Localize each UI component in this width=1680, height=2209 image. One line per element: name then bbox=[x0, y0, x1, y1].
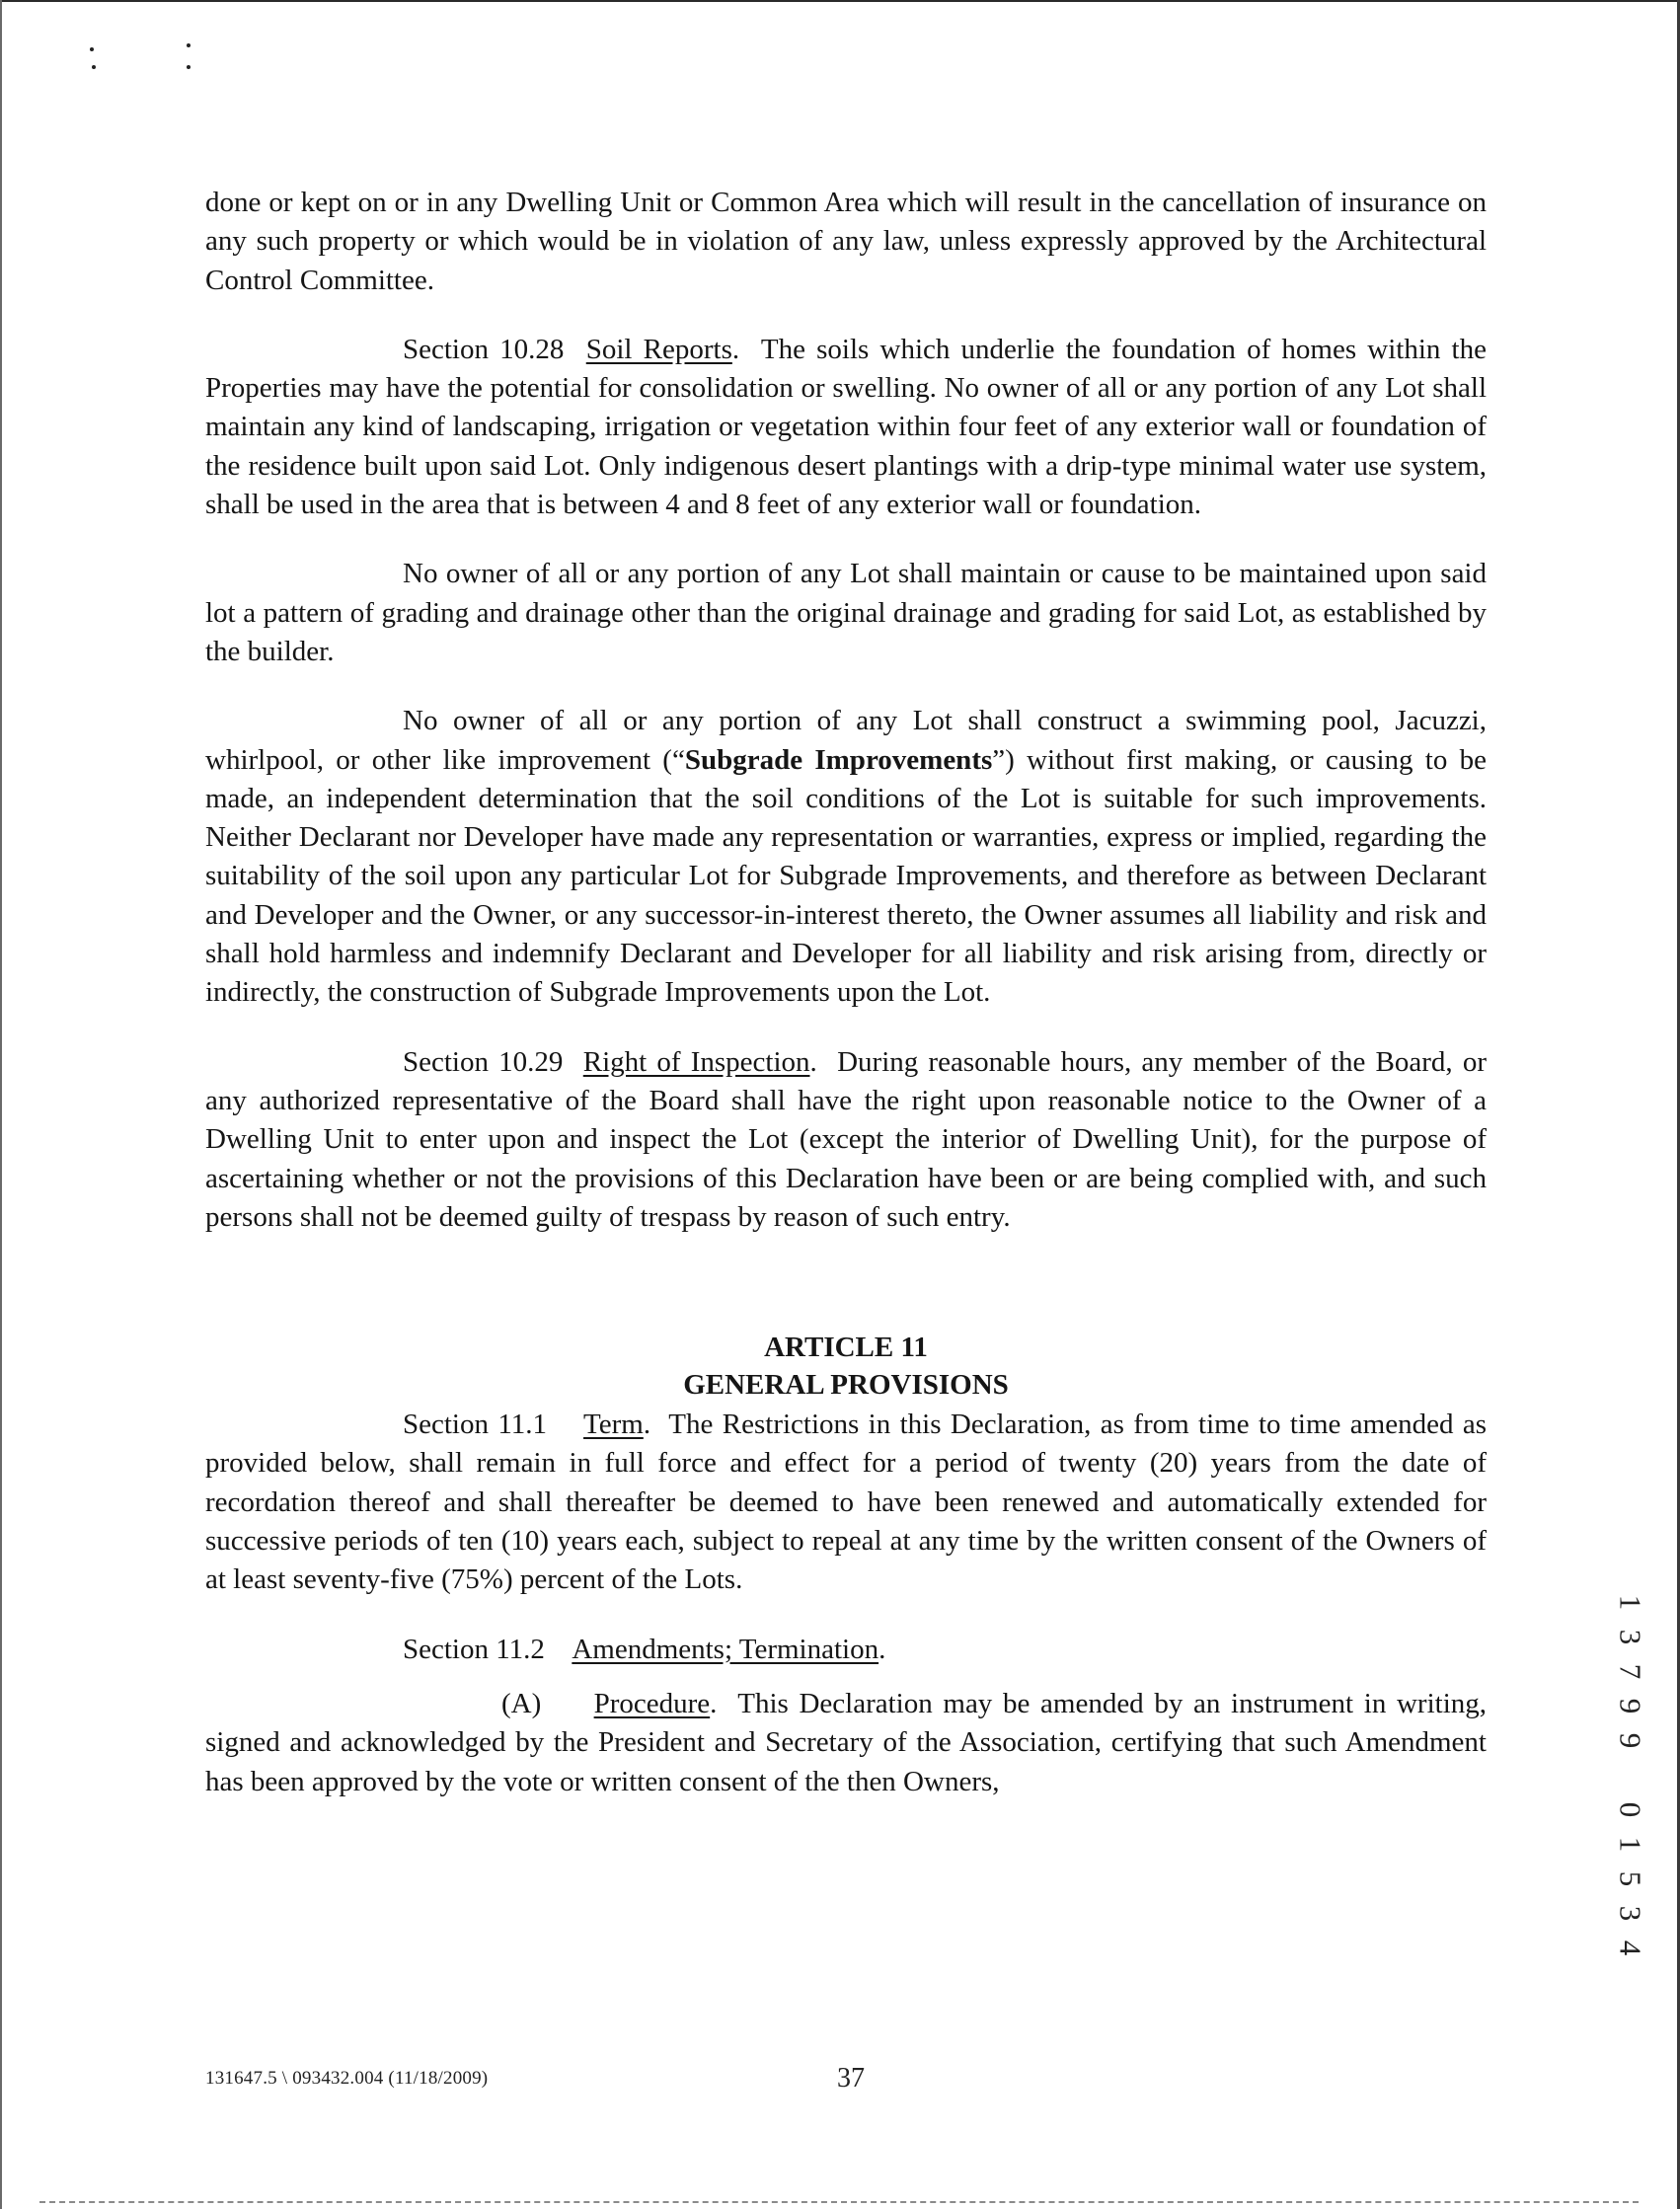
subsection-label: (A) bbox=[501, 1687, 542, 1719]
stamp-digit: 3 bbox=[1613, 1905, 1648, 1922]
page-number: 37 bbox=[837, 2063, 865, 2094]
stamp-digit: 4 bbox=[1613, 1940, 1648, 1956]
scan-speck bbox=[187, 43, 191, 47]
paragraph-grading bbox=[205, 555, 1487, 671]
section-text: The Restrictions in this Declaration, as from time to time amended as provided below, shall remain in full force and effect for a period of twenty (20) years from the date of recordation thereof and shall thereafter be deemed to have been renewed and automatically extended for successive periods of ten (10) years each, subject to repeal at any time by the written consent of the Owners of at least seventy-five (75%) percent of the Lots. bbox=[205, 1409, 1487, 1596]
subsection-heading: Procedure bbox=[593, 1687, 711, 1719]
paragraph-intro-text: done or kept on or in any Dwelling Unit or Common Area which will result in the cancellation of insurance on any such property or which would be in violation of any law, unless expressly approved by the Architectural Control Committee. bbox=[205, 187, 1487, 296]
stamp-digit: 3 bbox=[1613, 1629, 1648, 1645]
paragraph-subgrade-text-cont: ”) without first making, or causing to be made, an independent determination that the soil conditions of the Lot is suitable for such improvements. Neither Declarant nor Developer have made any representation or warranties, express or implied, regarding the suitability of the soil upon any particular Lot for Subgrade Improvements, and therefore as between Declarant and Developer and the Owner, or any successor-in-interest thereto, the Owner assumes all liability and risk and shall hold harmless and indemnify Declarant and Developer for all liability and risk arising from, directly or indirectly, the construction of Subgrade Improvements upon the Lot. bbox=[205, 743, 1487, 1009]
section-text: The soils which underlie the foundation of homes within the Properties may have the potential for consolidation or swelling. No owner of all or any portion of any Lot shall maintain any kind of landscaping, irrigation or vegetation within four feet of any exterior wall or foundation of the residence built upon said Lot. Only indigenous desert plantings with a drip-type minimal water use system, shall be used in the area that is between 4 and 8 feet of any exterior wall or foundation. bbox=[205, 333, 1487, 521]
scan-edge-bottom bbox=[39, 2201, 1639, 2203]
stamp-digit: 1 bbox=[1613, 1594, 1648, 1611]
stamp-digit: 5 bbox=[1613, 1870, 1648, 1887]
section-heading: Right of Inspection bbox=[582, 1045, 810, 1078]
paragraph-grading-text: No owner of all or any portion of any Lot shall maintain or cause to be maintained upon said lot a pattern of grading and drainage other than the original drainage and grading for said Lot, as established by the builder. bbox=[205, 558, 1487, 667]
article-number: ARTICLE 11 bbox=[764, 1332, 928, 1364]
footer-document-id: 131647.5 \ 093432.004 (11/18/2009) bbox=[205, 2068, 489, 2089]
section-heading: Soil Reports bbox=[585, 333, 732, 365]
defined-term: Subgrade Improvements bbox=[684, 743, 993, 776]
stamp-digit: 0 bbox=[1613, 1801, 1648, 1818]
article-title: GENERAL PROVISIONS bbox=[683, 1369, 1009, 1402]
article-heading bbox=[205, 1329, 1487, 1404]
section-10-28: Section 10.28 Soil Reports. The soils which underlie the foundation of homes within the Properties may have the potential for consolidation or swelling. No owner of all or any portion of any Lot shall maintain any kind of landscaping, irrigation or vegetation within four feet of any exterior wall or foundation of the residence built upon said Lot. Only indigenous desert plantings with a drip-type minimal water use system, shall be used in the area that is between 4 and 8 feet of any exterior wall or foundation. bbox=[205, 333, 1487, 521]
section-number: Section 11.2 bbox=[403, 1633, 545, 1665]
section-heading: Amendments; Termination bbox=[572, 1633, 879, 1665]
recording-stamp-number bbox=[1611, 1585, 1650, 1965]
paragraph-intro bbox=[205, 184, 1487, 300]
section-number: Section 10.29 bbox=[403, 1045, 564, 1078]
stamp-digit: 9 bbox=[1613, 1732, 1648, 1749]
scan-speck bbox=[92, 65, 96, 69]
section-text: During reasonable hours, any member of the Board, or any authorized representative of the Board shall have the right upon reasonable notice to the Owner of a Dwelling Unit to enter upon and inspect the Lot (except the interior of Dwelling Unit), for the purpose of ascertaining whether or not the provisions of this Declaration have been or are being complied with, and such persons shall not be deemed guilty of trespass by reason of such entry. bbox=[205, 1045, 1488, 1233]
subsection-a: (A) Procedure. This Declaration may be amended by an instrument in writing, signed and acknowledged by the President and Secretary of the Association, certifying that such Amendment has been approved by the vote or written consent of the then Owners, bbox=[205, 1687, 1488, 1797]
document-body bbox=[205, 184, 1487, 1832]
scan-speck bbox=[90, 47, 94, 51]
paragraph-subgrade-text: No owner of all or any portion of any Lot shall construct a swimming pool, Jacuzzi, whirlpool, or other like improvement (“ bbox=[205, 705, 1487, 776]
section-11-1: Section 11.1 Term. The Restrictions in this Declaration, as from time to time amended as provided below, shall remain in full force and effect for a period of twenty (20) years from the date of recordation thereof and shall thereafter be deemed to have been renewed and automatically extended for successive periods of ten (10) years each, subject to repeal at any time by the written consent of the Owners of at least seventy-five (75%) percent of the Lots. bbox=[205, 1409, 1487, 1596]
section-number: Section 10.28 bbox=[403, 333, 565, 365]
section-10-29: Section 10.29 Right of Inspection. During reasonable hours, any member of the Board, or any authorized representative of the Board shall have the right upon reasonable notice to the Owner of a Dwelling Unit to enter upon and inspect the Lot (except the interior of Dwelling Unit), for the purpose of ascertaining whether or not the provisions of this Declaration have been or are being complied with, and such persons shall not be deemed guilty of trespass by reason of such entry. bbox=[205, 1045, 1488, 1233]
section-heading: Term bbox=[583, 1409, 644, 1441]
paragraph-subgrade bbox=[205, 702, 1487, 1012]
stamp-digit: 7 bbox=[1613, 1663, 1648, 1680]
stamp-digit: 9 bbox=[1613, 1698, 1648, 1714]
stamp-digit: 1 bbox=[1613, 1836, 1648, 1853]
scan-edge-left bbox=[0, 0, 2, 2209]
stamp-gap bbox=[1614, 1756, 1648, 1795]
subsection-text: This Declaration may be amended by an instrument in writing, signed and acknowledged by the President and Secretary of the Association, certifying that such Amendment has been approved by the vote or written consent of the then Owners, bbox=[205, 1687, 1488, 1797]
scan-edge-top bbox=[0, 0, 1680, 2]
scan-speck bbox=[187, 65, 191, 69]
section-number: Section 11.1 bbox=[403, 1409, 548, 1441]
section-11-2: Section 11.2 Amendments; Termination. bbox=[403, 1633, 886, 1665]
